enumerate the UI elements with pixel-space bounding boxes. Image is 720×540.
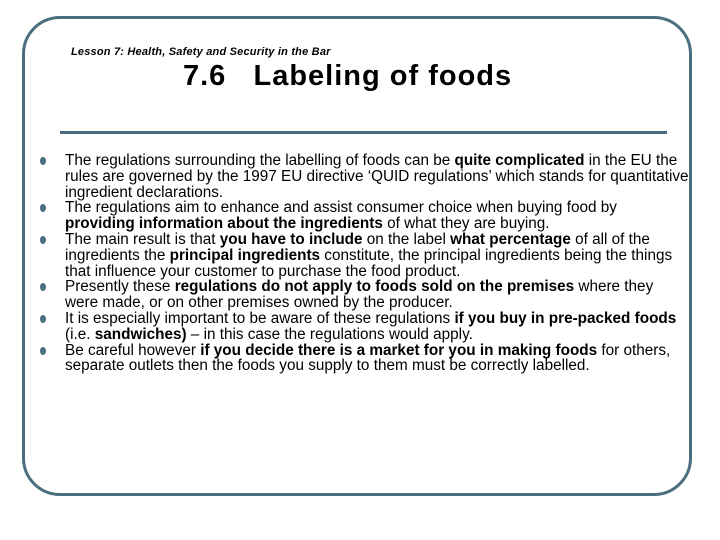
- bullet-text: – in this case the regulations would apply.: [186, 325, 473, 343]
- bullet-text: of what they are buying.: [382, 215, 550, 233]
- bullet-text: of all of the ingredients the: [65, 230, 650, 264]
- bullet-item: [40, 343, 690, 375]
- bullet-text-bold: you have to include: [219, 230, 363, 248]
- bullet-item: [40, 153, 690, 200]
- bullet-text: It is especially important to be aware of these regulations: [65, 309, 455, 327]
- bullet-text: The main result is that: [65, 230, 220, 248]
- bullet-item: [40, 232, 690, 279]
- bullet-text-bold: sandwiches): [94, 325, 187, 343]
- bullet-icon: [40, 236, 46, 244]
- bullet-text: where they were made, or on other premises owned by the producer.: [65, 278, 654, 312]
- bullet-text-bold: providing information about the ingredients: [65, 215, 383, 233]
- bullet-icon: [40, 157, 46, 165]
- bullet-text-bold: what percentage: [450, 230, 571, 248]
- bullet-text: on the label: [362, 230, 451, 248]
- bullet-text-bold: principal ingredients: [169, 246, 321, 264]
- bullet-text: The regulations aim to enhance and assist consumer choice when buying food by: [65, 199, 617, 217]
- bullet-text: Be careful however: [65, 341, 201, 359]
- bullet-text-bold: quite complicated: [454, 152, 585, 169]
- bullet-text: (i.e.: [65, 325, 95, 343]
- bullet-text: in the EU the rules are governed by the 1997 EU directive ‘QUID regulations’ which stands for quantitative ingredient declarations.: [65, 152, 689, 201]
- bullet-text: constitute, the principal ingredients being the things that influence your customer to purchase the food product.: [65, 246, 673, 280]
- bullet-text: Presently these: [65, 278, 175, 296]
- bullet-item: [40, 279, 690, 311]
- bullet-icon: [40, 315, 46, 323]
- lesson-header: Lesson 7: Health, Safety and Security in the Bar: [71, 46, 331, 58]
- bullet-text: The regulations surrounding the labelling of foods can be: [65, 152, 455, 169]
- bullet-item: [40, 200, 690, 232]
- title-divider: [60, 131, 667, 134]
- bullet-item: [40, 311, 690, 343]
- bullet-icon: [40, 204, 46, 212]
- slide-title: 7.6 Labeling of foods: [183, 60, 513, 92]
- bullet-icon: [40, 283, 46, 291]
- bullet-text: for others, separate outlets then the foods you supply to them must be correctly labelled.: [65, 341, 671, 375]
- bullet-text-bold: regulations do not apply to foods sold on the premises: [174, 278, 575, 296]
- bullet-icon: [40, 347, 46, 355]
- bullet-list: [40, 153, 690, 374]
- bullet-text-bold: if you buy in pre-packed foods: [454, 309, 677, 327]
- bullet-text-bold: if you decide there is a market for you in making foods: [200, 341, 598, 359]
